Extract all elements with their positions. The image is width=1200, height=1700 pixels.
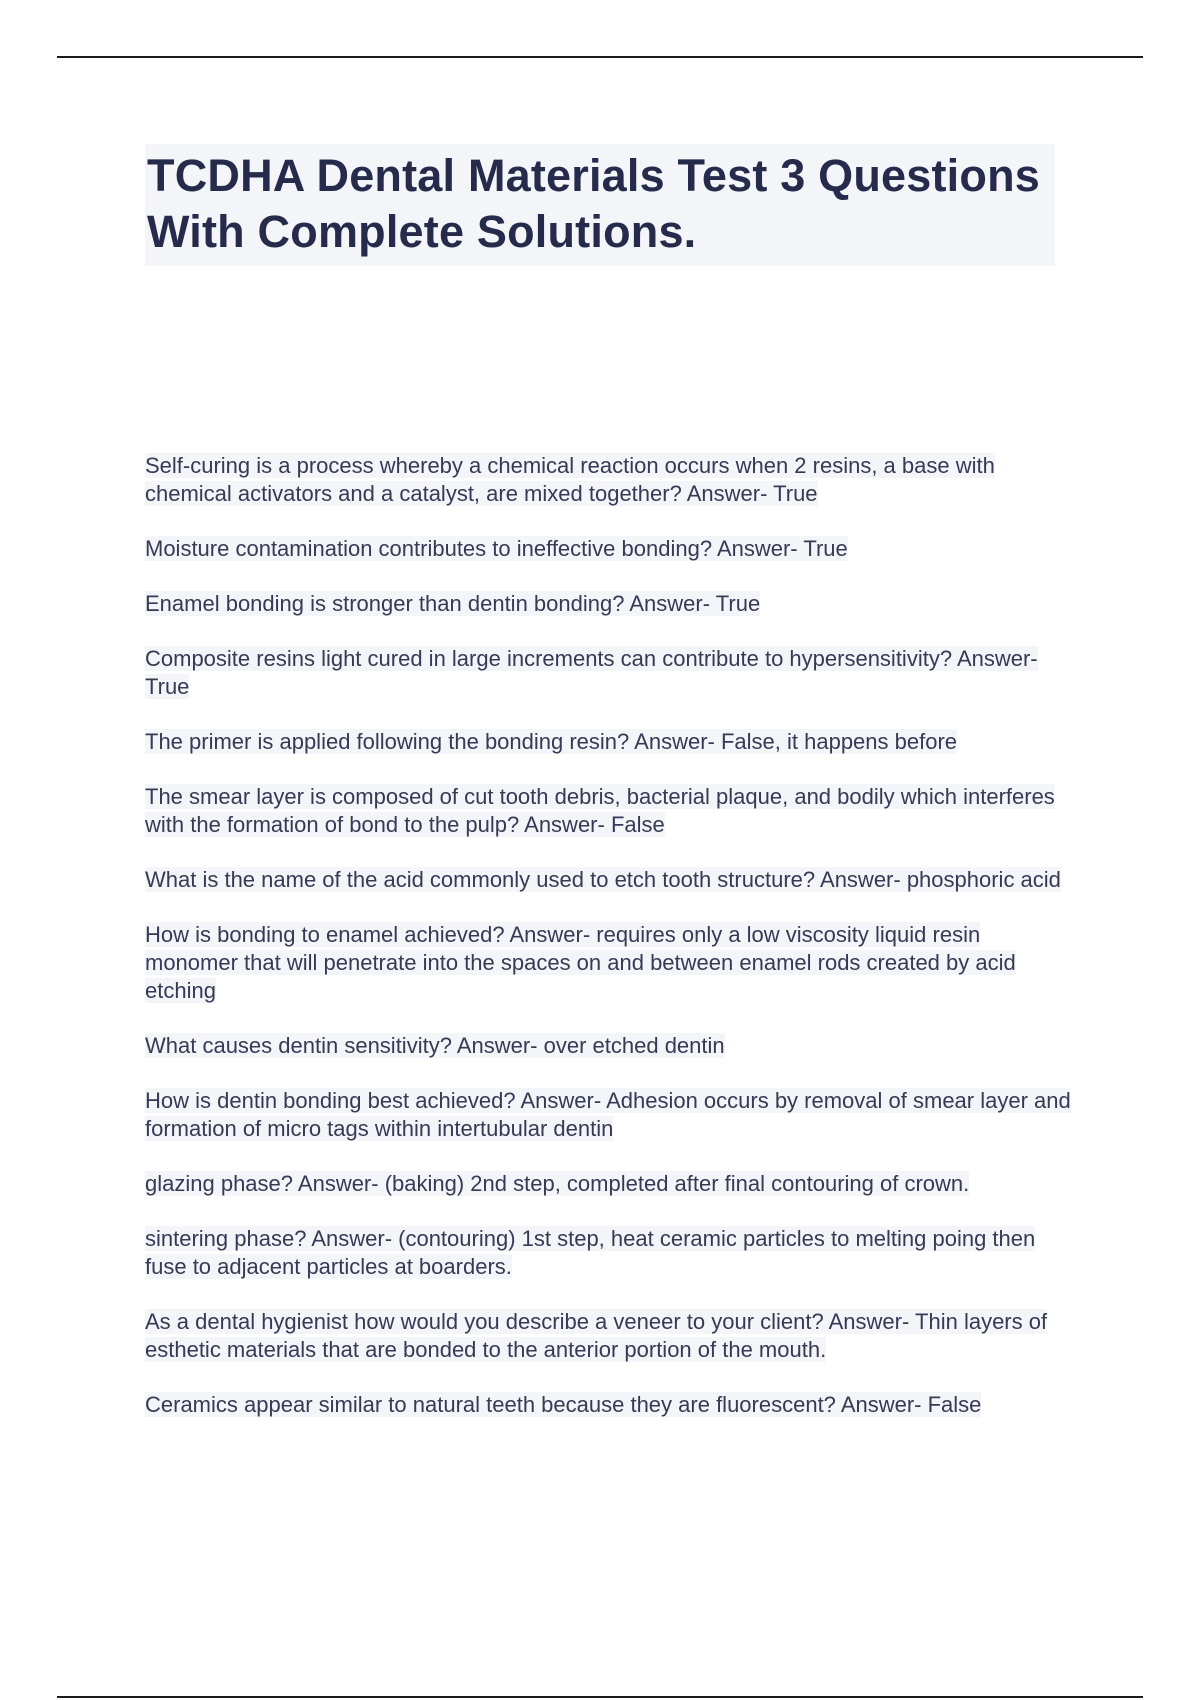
header-rule — [57, 56, 1143, 58]
qa-item — [145, 921, 1075, 1005]
qa-item — [145, 1225, 1075, 1281]
qa-text: How is bonding to enamel achieved? Answer- requires only a low viscosity liquid resin monomer that will penetrate into the spaces on and between enamel rods created by acid etching — [145, 922, 1016, 1003]
qa-item — [145, 1308, 1075, 1364]
qa-text: The primer is applied following the bonding resin? Answer- False, it happens before — [145, 729, 958, 754]
qa-item — [145, 866, 1075, 894]
qa-text: glazing phase? Answer- (baking) 2nd step, completed after final contouring of crown. — [145, 1171, 970, 1196]
qa-item — [145, 783, 1075, 839]
qa-item — [145, 1032, 1075, 1060]
qa-text: Composite resins light cured in large increments can contribute to hypersensitivity? Answer- True — [145, 646, 1038, 699]
qa-item — [145, 1087, 1075, 1143]
qa-item — [145, 1170, 1075, 1198]
qa-item — [145, 1391, 1075, 1419]
document-title: TCDHA Dental Materials Test 3 Questions With Complete Solutions. — [147, 150, 1040, 257]
footer-rule — [57, 1696, 1143, 1698]
qa-item — [145, 535, 1075, 563]
qa-text: sintering phase? Answer- (contouring) 1st step, heat ceramic particles to melting poing then fuse to adjacent particles at boarders. — [145, 1226, 1036, 1279]
qa-text: What causes dentin sensitivity? Answer- over etched dentin — [145, 1033, 725, 1058]
qa-text: Moisture contamination contributes to ineffective bonding? Answer- True — [145, 536, 848, 561]
qa-item — [145, 590, 1075, 618]
qa-text: The smear layer is composed of cut tooth debris, bacterial plaque, and bodily which interferes with the formation of bond to the pulp? Answer- False — [145, 784, 1055, 837]
qa-text: How is dentin bonding best achieved? Answer- Adhesion occurs by removal of smear layer and formation of micro tags within intertubular dentin — [145, 1088, 1071, 1141]
qa-text: As a dental hygienist how would you describe a veneer to your client? Answer- Thin layers of esthetic materials that are bonded to the anterior portion of the mouth. — [145, 1309, 1048, 1362]
title-block — [145, 144, 1055, 266]
qa-text: Ceramics appear similar to natural teeth because they are fluorescent? Answer- False — [145, 1392, 982, 1417]
qa-text: Enamel bonding is stronger than dentin bonding? Answer- True — [145, 591, 761, 616]
qa-text: What is the name of the acid commonly used to etch tooth structure? Answer- phosphoric acid — [145, 867, 1061, 892]
qa-list — [145, 452, 1075, 1446]
qa-item — [145, 728, 1075, 756]
qa-text: Self-curing is a process whereby a chemical reaction occurs when 2 resins, a base with chemical activators and a catalyst, are mixed together? Answer- True — [145, 453, 995, 506]
qa-item — [145, 452, 1075, 508]
qa-item — [145, 645, 1075, 701]
